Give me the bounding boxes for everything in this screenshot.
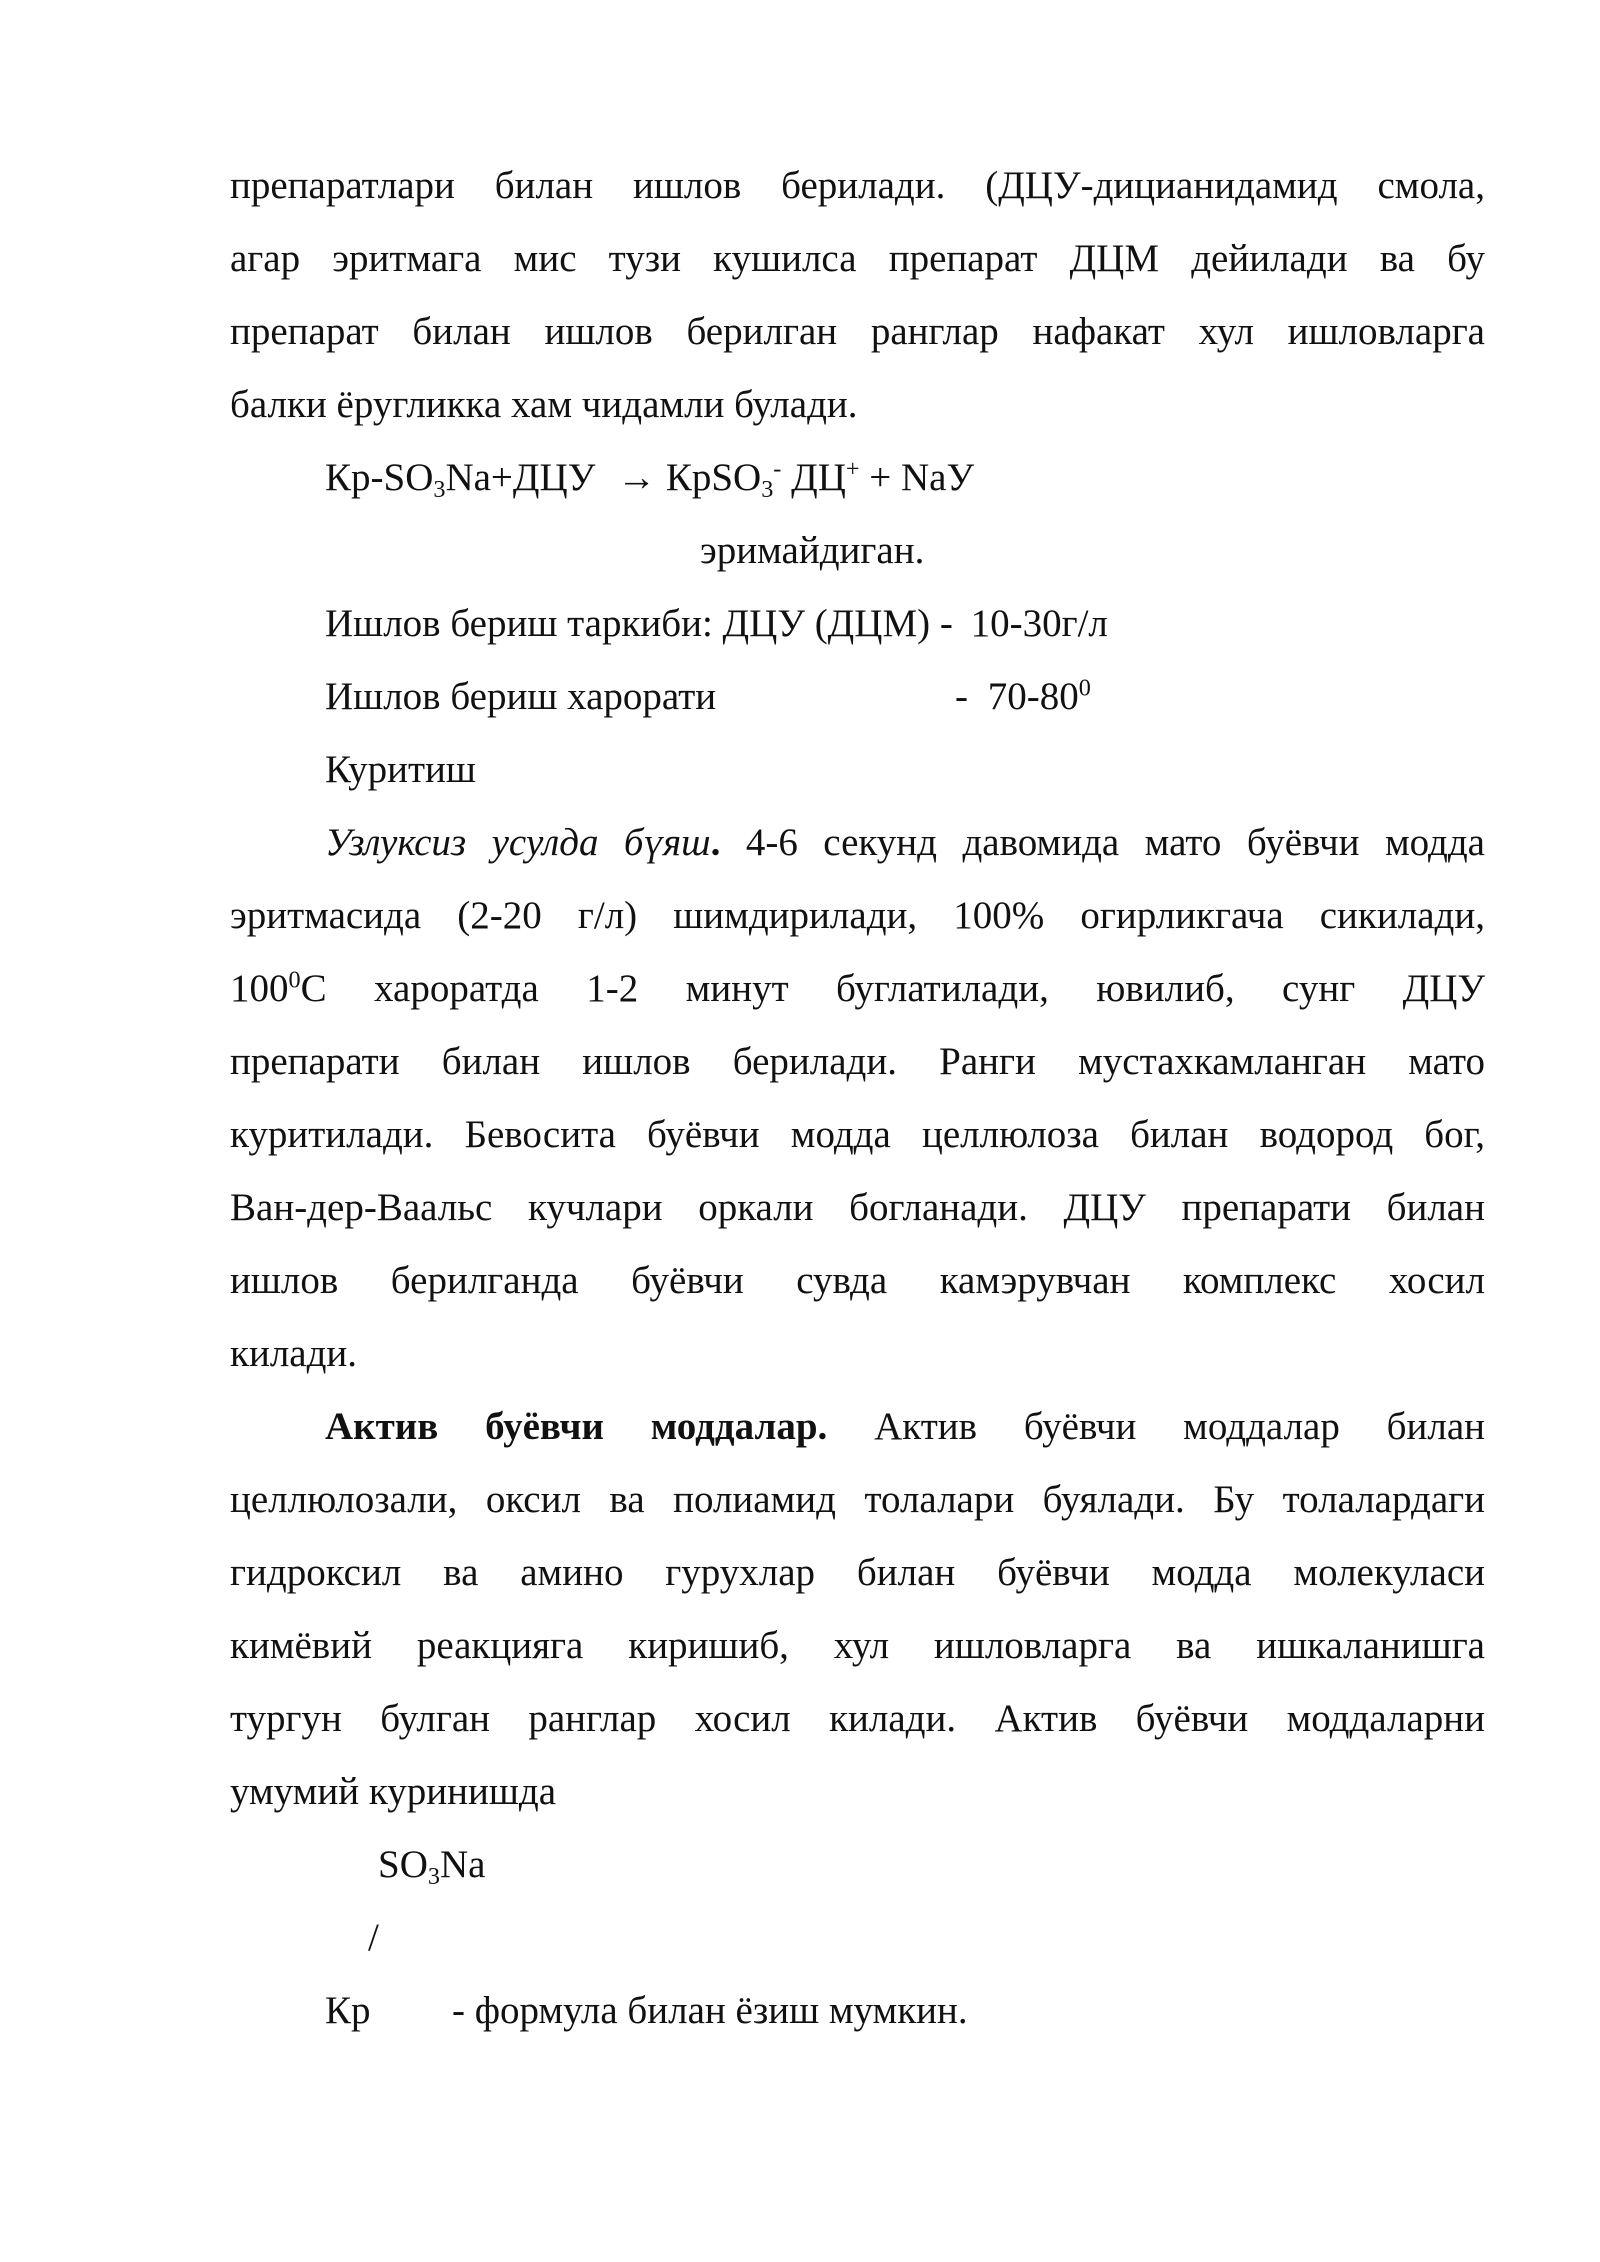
formula-caption: - формула билан ёзиш мумкин.	[452, 1989, 968, 2032]
paragraph2-line1: Узлуксиз усулда бүяш. 4-6 секунд давомида мато буёвчи модда	[325, 821, 1485, 864]
arrow-symbol: →	[617, 456, 657, 499]
paragraph3-line5: тургун булган ранглар хосил килади. Актив буёвчи моддаларни	[230, 1697, 1485, 1740]
paragraph2-line2: эритмасида (2-20 г/л) шимдирилади, 100% огирликгача сикилади,	[230, 894, 1485, 937]
paragraph3-line2: целлюлозали, оксил ва полиамид толалари буялади. Бу толалардаги	[230, 1478, 1485, 1521]
composition-label: Ишлов бериш таркиби: ДЦУ (ДЦМ) -	[325, 602, 953, 645]
formula-sulfonate-group: $SO_3Na$	[378, 1843, 486, 1890]
paragraph1-line1: препаратлари билан ишлов берилади. (ДЦУ-дицианидамид смола,	[230, 164, 1485, 207]
temperature-label: Ишлов бериш харорати	[325, 675, 717, 718]
paragraph2-line7: ишлов берилганда буёвчи сувда камэрувчан комплекс хосил	[230, 1259, 1485, 1302]
paragraph2-line8: килади.	[230, 1332, 358, 1375]
temperature-value: - $70-80^0$	[955, 674, 1091, 718]
paragraph3-line6: умумий куринишда	[230, 1770, 557, 1813]
equation-note: эримайдиган.	[700, 529, 925, 572]
paragraph1-line4: балки ёругликка хам чидамли булади.	[230, 383, 858, 426]
paragraph2-line6: Ван-дер-Ваальс кучлари оркали богланади. ДЦУ препарати билан	[230, 1186, 1485, 1229]
paragraph1-line3: препарат билан ишлов берилган ранглар нафакат хул ишловларга	[230, 310, 1485, 353]
formula-bond: /	[368, 1916, 379, 1959]
formula-core: Кр	[325, 1989, 371, 2032]
composition-value: 10-30г/л	[970, 602, 1108, 645]
paragraph3-line3: гидроксил ва амино гурухлар билан буёвчи модда молекуласи	[230, 1551, 1485, 1594]
composition-line	[325, 604, 1108, 643]
drying-step: Куритиш	[325, 748, 476, 791]
paragraph3-line1: Актив буёвчи моддалар. Актив буёвчи моддалар билан	[325, 1405, 1485, 1448]
active-dyes-heading: Актив буёвчи моддалар.	[325, 1405, 828, 1448]
paragraph2-line4: препарати билан ишлов берилади. Ранги мустахкамланган мато	[230, 1040, 1485, 1083]
continuous-dyeing-heading: Узлуксиз усулда бүяш	[325, 821, 711, 864]
paragraph1-line2: агар эритмага мис тузи кушилса препарат ДЦМ дейилади ва бу	[230, 237, 1485, 280]
reaction-equation: $Кр-SO_3Na+ДЦУ$ → КрSO$_3$- ДЦ+ + NaУ	[325, 455, 975, 503]
paragraph2-line5: куритилади. Бевосита буёвчи модда целлюлоза билан водород бог,	[230, 1113, 1485, 1156]
paragraph2-line3: $100^0С$ хароратда 1-2 минут буглатилади, ювилиб, сунг ДЦУ	[230, 966, 1485, 1010]
paragraph3-line4: кимёвий реакцияга киришиб, хул ишловларга ва ишкаланишга	[230, 1624, 1485, 1667]
